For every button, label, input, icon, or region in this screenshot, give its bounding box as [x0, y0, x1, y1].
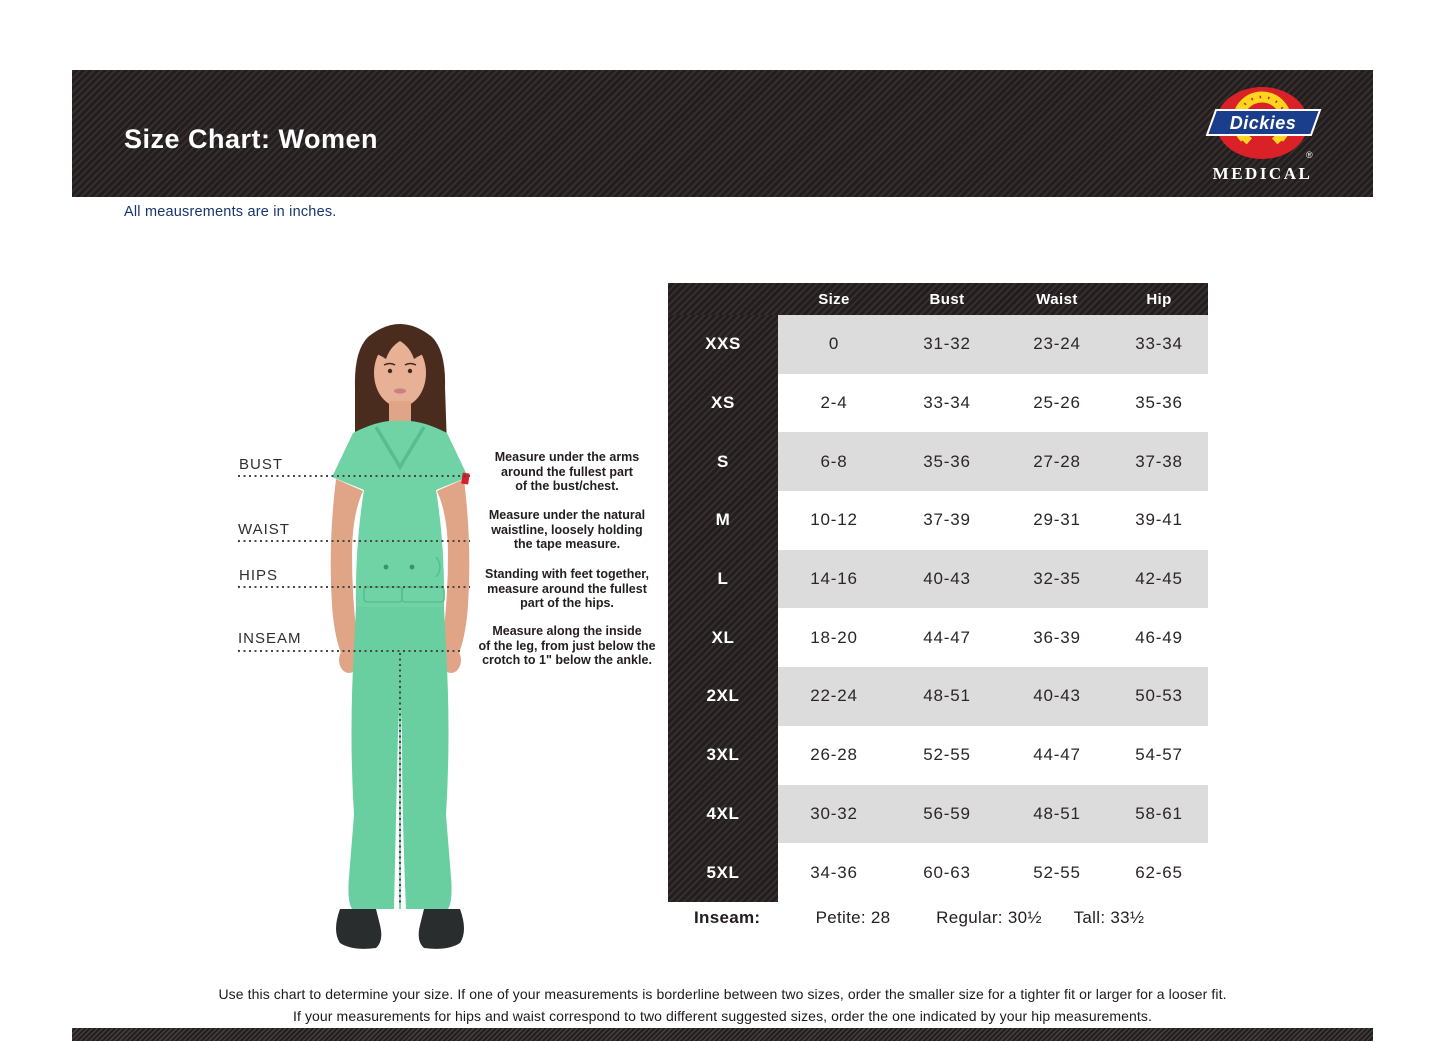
size-table-body [668, 315, 1208, 902]
bust-cell: 33-34 [923, 393, 971, 413]
hips-guide-line [238, 586, 470, 588]
range-cell: 18-20 [810, 627, 858, 647]
size-label: 3XL [706, 745, 740, 765]
bust-instructions: Measure under the arms around the fullest part of the bust/chest. [494, 450, 640, 494]
bust-cell: 56-59 [923, 803, 971, 823]
dickies-logo [1202, 86, 1322, 164]
bottom-accent-bar [72, 1028, 1373, 1041]
size-label: L [717, 569, 729, 589]
hip-cell: 50-53 [1135, 686, 1183, 706]
size-label: 5XL [706, 862, 740, 882]
waist-cell: 36-39 [1033, 627, 1081, 647]
hip-cell: 46-49 [1135, 627, 1183, 647]
bust-cell: 35-36 [923, 451, 971, 471]
inseam-tall: Tall: 33½ [1073, 908, 1145, 927]
waist-cell: 44-47 [1033, 745, 1081, 765]
waist-cell: 27-28 [1033, 451, 1081, 471]
bust-cell: 48-51 [923, 686, 971, 706]
size-table [668, 283, 1208, 902]
inseam-row-label: Inseam: [694, 908, 761, 927]
waist-cell: 29-31 [1033, 510, 1081, 530]
waist-cell: 32-35 [1033, 569, 1081, 589]
bust-cell: 40-43 [923, 569, 971, 589]
size-label: XS [711, 393, 735, 413]
footer-instruction-line2: If your measurements for hips and waist correspond to two different suggested sizes, order the one indicated by your hip measurements. [292, 1008, 1153, 1024]
range-cell: 34-36 [810, 862, 858, 882]
bust-cell: 31-32 [923, 334, 971, 354]
size-table-header [668, 283, 1208, 315]
column-header-bust: Bust [929, 290, 965, 308]
range-cell: 0 [828, 334, 840, 354]
size-label: 2XL [706, 686, 740, 706]
waist-cell: 48-51 [1033, 803, 1081, 823]
waist-cell: 52-55 [1033, 862, 1081, 882]
range-cell: 22-24 [810, 686, 858, 706]
logo-medical-label: MEDICAL [1212, 164, 1313, 183]
inseam-vertical-guide-line [399, 653, 401, 905]
waist-cell: 23-24 [1033, 334, 1081, 354]
column-header-waist: Waist [1036, 290, 1078, 308]
hip-cell: 33-34 [1135, 334, 1183, 354]
footer-instruction-line1: Use this chart to determine your size. If one of your measurements is borderline between two sizes, order the smaller size for a tighter fit or larger for a looser fit. [218, 986, 1227, 1002]
range-cell: 10-12 [810, 510, 858, 530]
inseam-petite: Petite: 28 [815, 908, 891, 927]
inseam-options-row [668, 908, 1208, 936]
measurements-note: All meausrements are in inches. [124, 204, 337, 220]
hip-cell: 39-41 [1135, 510, 1183, 530]
size-label: 4XL [706, 803, 740, 823]
hip-cell: 54-57 [1135, 745, 1183, 765]
inseam-instructions: Measure along the inside of the leg, from just below the crotch to 1" below the ankle. [478, 624, 656, 668]
column-header-hip: Hip [1146, 290, 1172, 308]
hip-cell: 37-38 [1135, 451, 1183, 471]
size-label: XXS [705, 334, 741, 354]
hips-label: HIPS [239, 567, 279, 584]
bust-guide-line [238, 475, 470, 477]
waist-cell: 40-43 [1033, 686, 1081, 706]
size-label: XL [711, 627, 735, 647]
waist-instructions: Measure under the natural waistline, loosely holding the tape measure. [488, 508, 646, 552]
bust-cell: 52-55 [923, 745, 971, 765]
hip-cell: 58-61 [1135, 803, 1183, 823]
bust-label: BUST [239, 456, 284, 473]
range-cell: 2-4 [820, 393, 848, 413]
range-cell: 6-8 [820, 451, 848, 471]
inseam-label: INSEAM [238, 630, 302, 647]
column-header-size: Size [818, 290, 850, 308]
hips-instructions: Standing with feet together, measure around the fullest part of the hips. [485, 567, 649, 611]
registered-trademark-icon: ® [1306, 150, 1313, 160]
range-cell: 30-32 [810, 803, 858, 823]
hip-cell: 62-65 [1135, 862, 1183, 882]
waist-guide-line [238, 540, 470, 542]
waist-label: WAIST [238, 521, 290, 538]
dickies-logo-wordmark: Dickies [1229, 113, 1297, 133]
hip-cell: 42-45 [1135, 569, 1183, 589]
inseam-guide-line [238, 650, 460, 652]
inseam-regular: Regular: 30½ [936, 908, 1042, 927]
range-cell: 26-28 [810, 745, 858, 765]
range-cell: 14-16 [810, 569, 858, 589]
hip-cell: 35-36 [1135, 393, 1183, 413]
bust-cell: 37-39 [923, 510, 971, 530]
size-label: S [717, 451, 729, 471]
size-label: M [715, 510, 731, 530]
header-banner [72, 70, 1373, 197]
bust-cell: 44-47 [923, 627, 971, 647]
bust-cell: 60-63 [923, 862, 971, 882]
page-title: Size Chart: Women [124, 124, 379, 154]
waist-cell: 25-26 [1033, 393, 1081, 413]
